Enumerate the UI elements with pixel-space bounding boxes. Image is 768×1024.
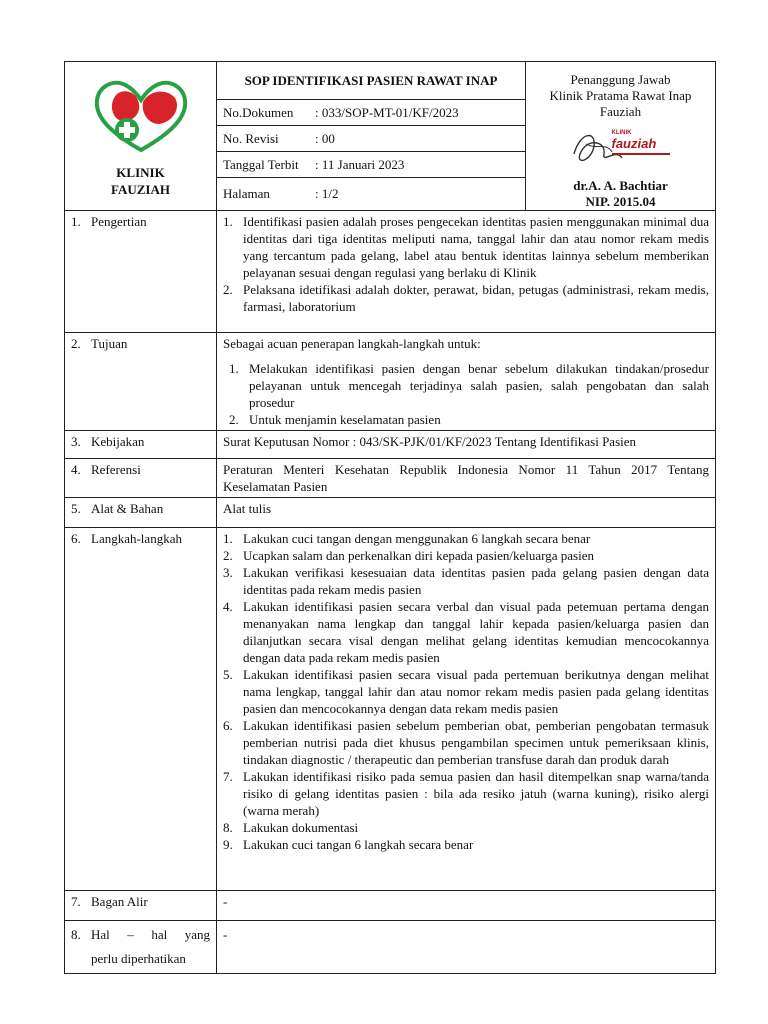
- section-content-tujuan: [217, 333, 716, 431]
- responsible-line3: Fauziah: [599, 104, 642, 119]
- list-item: 9. Lakukan cuci tangan 6 langkah secara benar: [223, 837, 474, 852]
- list-item: 2. Ucapkan salam dan perkenalkan diri kepada pasien/keluarga pasien: [223, 548, 594, 563]
- section-content-pengertian: [217, 211, 716, 333]
- section-content-bagan: -: [217, 891, 716, 921]
- list-item: 4. Lakukan identifikasi pasien secara verbal dan visual pada petemuan pertama dengan menanyakan nama lengkap dan tanggal lahir kepada pasien/keluarga pasien dan dilanjutkan secara visal dengan melihat gelang identitas kemudian mencocokannya dengan data pada rekam medis pasien: [223, 599, 709, 665]
- section-label-bagan: 7. Bagan Alir: [65, 891, 217, 921]
- responsible-line2: Klinik Pratama Rawat Inap: [549, 88, 692, 103]
- list-item: 8. Lakukan dokumentasi: [223, 820, 359, 835]
- meta-document-number: No.Dokumen : 033/SOP-MT-01/KF/2023: [217, 99, 526, 125]
- stamp-brand: fauziah: [611, 136, 657, 151]
- meta-issue-date: Tanggal Terbit : 11 Januari 2023: [217, 151, 526, 177]
- meta-revision: No. Revisi : 00: [217, 125, 526, 151]
- document-title: SOP IDENTIFIKASI PASIEN RAWAT INAP: [217, 62, 526, 100]
- section-label-pengertian: 1. Pengertian: [65, 211, 217, 333]
- list-item: 2. Pelaksana idetifikasi adalah dokter, perawat, bidan, petugas (administrasi, rekam medis, farmasi, laboratorium: [223, 282, 709, 314]
- list-item: 1. Melakukan identifikasi pasien dengan benar sebelum dilakukan tindakan/prosedur pelayanan untuk mencegah terjadinya salah pasien, salah pengobatan dan salah prosedur: [229, 361, 709, 410]
- section-label-tujuan: 2. Tujuan: [65, 333, 217, 431]
- section-content-langkah: [217, 528, 716, 891]
- sop-document: [64, 61, 715, 974]
- tujuan-intro: Sebagai acuan penerapan langkah-langkah untuk:: [223, 336, 481, 351]
- section-content-referensi: Peraturan Menteri Kesehatan Republik Indonesia Nomor 11 Tahun 2017 Tentang Keselamatan Pasien: [217, 459, 716, 498]
- signature-stamp: [566, 124, 676, 174]
- list-item: 3. Lakukan verifikasi kesesuaian data identitas pasien pada gelang pasien dengan data identitas pada rekam medis pasien: [223, 565, 709, 597]
- section-label-alat: 5. Alat & Bahan: [65, 498, 217, 528]
- section-label-hal: 8. Hal – hal yang perlu diperhatikan: [65, 921, 217, 974]
- responsible-cell: [526, 62, 716, 211]
- signer-name: dr.A. A. Bachtiar: [573, 178, 668, 193]
- signer-nip: NIP. 2015.04: [585, 194, 656, 209]
- section-content-alat: Alat tulis: [217, 498, 716, 528]
- list-item: 1. Identifikasi pasien adalah proses pengecekan identitas pasien menggunakan minimal dua identitas dari tiga identitas meliputi nama, tanggal lahir dan atau nomor rekam medis yang tercantum pada gelang, label atau bentuk identitas lainnya sebelum memberikan pelayanan sesuai dengan regulasi yang berlaku di Klinik: [223, 214, 709, 280]
- clinic-logo-cell: [65, 62, 217, 211]
- list-item: 7. Lakukan identifikasi risiko pada semua pasien dan hasil ditempelkan snap warna/tanda risiko di gelang identitas pasien : bila ada resiko jatuh (warna kuning), risiko alergi (warna merah): [223, 769, 709, 818]
- list-item: 6. Lakukan identifikasi pasien sebelum pemberian obat, pemberian pengobatan termasuk pemberian nutrisi pada diet khusus pengambilan specimen untuk pemeriksaan klinis, tindakan diagnostic / therapeutic dan pemberian transfuse darah dan produk darah: [223, 718, 709, 767]
- section-label-langkah: 6. Langkah-langkah: [65, 528, 217, 891]
- list-item: 2. Untuk menjamin keselamatan pasien: [229, 412, 441, 427]
- section-label-referensi: 4. Referensi: [65, 459, 217, 498]
- sop-table: [64, 61, 716, 974]
- section-content-kebijakan: Surat Keputusan Nomor : 043/SK-PJK/01/KF/2023 Tentang Identifikasi Pasien: [217, 431, 716, 459]
- section-label-kebijakan: 3. Kebijakan: [65, 431, 217, 459]
- stamp-label: KLINIK: [611, 130, 632, 136]
- meta-page: Halaman : 1/2: [217, 177, 526, 211]
- section-content-hal: -: [217, 921, 716, 974]
- responsible-line1: Penanggung Jawab: [570, 72, 671, 87]
- list-item: 5. Lakukan identifikasi pasien secara visual pada pertemuan berikutnya dengan melihat nama lengkap, tanggal lahir dan atau nomor rekam medis pasien pada gelang identitas pasien dan mencocokannya dengan data rekam medis pasien: [223, 667, 709, 716]
- clinic-heart-cross-logo-icon: [91, 76, 191, 156]
- clinic-name: KLINIK FAUZIAH: [111, 165, 170, 197]
- list-item: 1. Lakukan cuci tangan dengan menggunakan 6 langkah secara benar: [223, 531, 591, 546]
